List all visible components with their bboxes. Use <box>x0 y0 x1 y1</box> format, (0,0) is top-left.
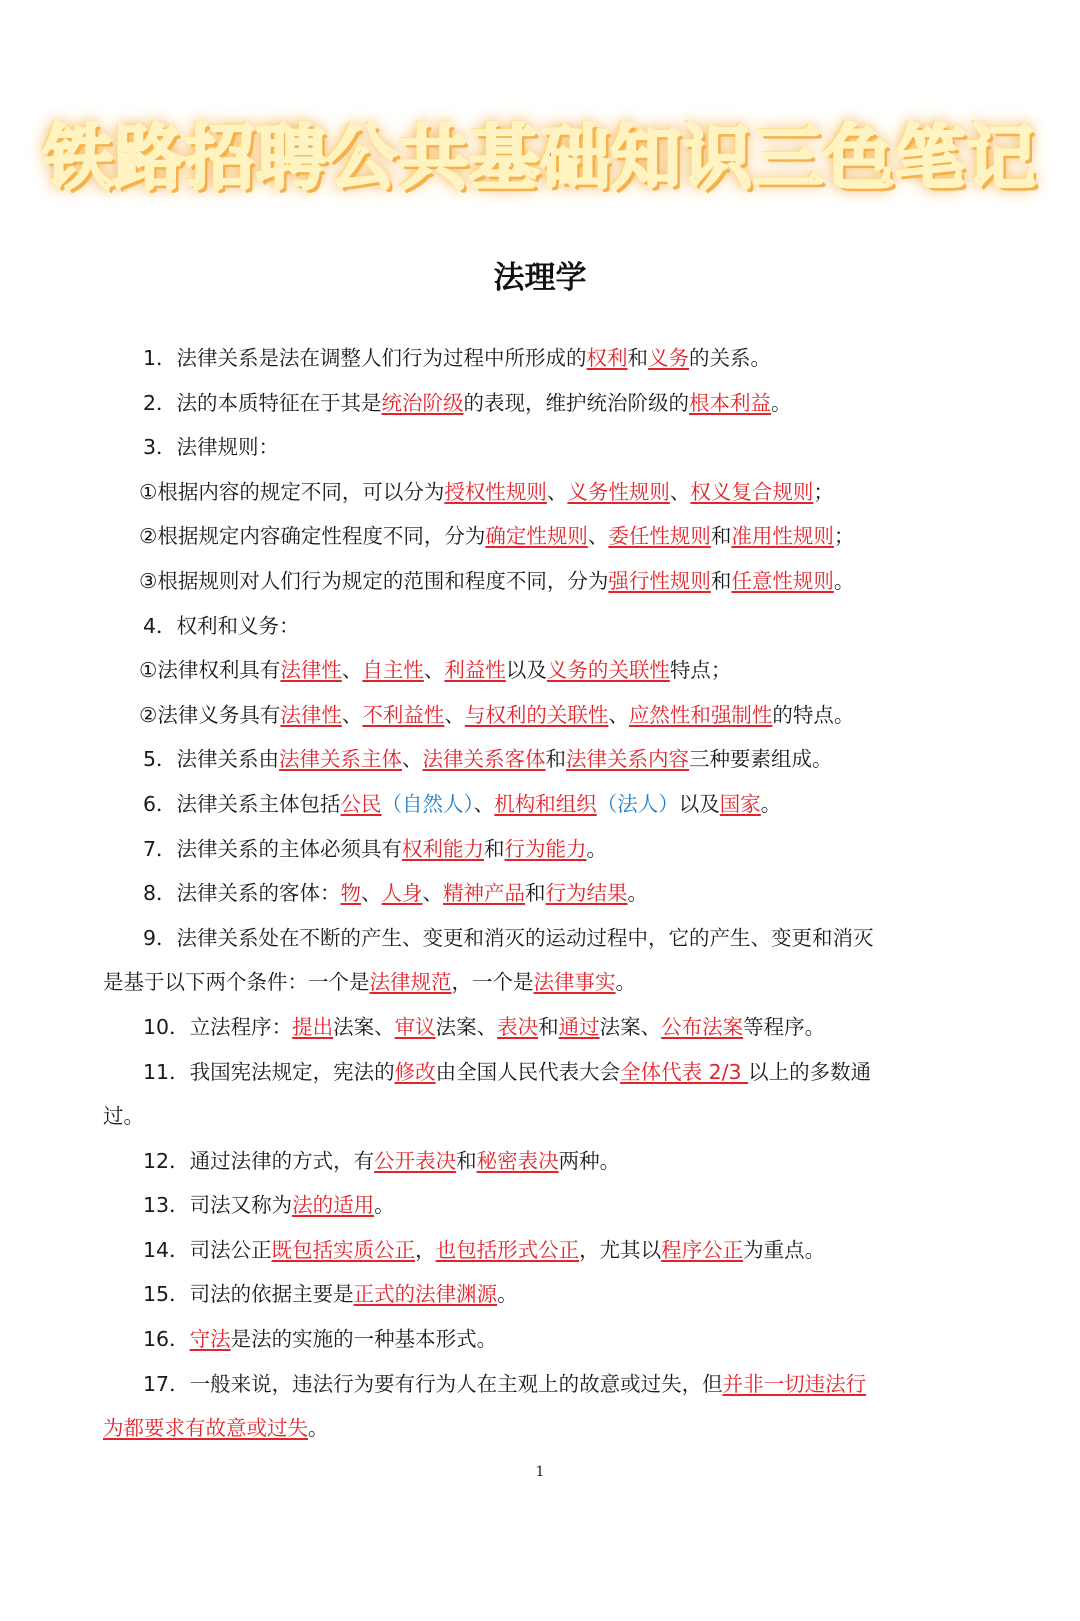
note-term: （自然人） <box>381 791 474 816</box>
key-term: 公民 <box>340 791 382 816</box>
key-term: 法律性 <box>280 702 342 727</box>
list-item-continuation: 过。 <box>103 1104 144 1129</box>
key-term: 法律规范 <box>369 970 452 995</box>
key-term: 公开表决 <box>374 1148 457 1173</box>
key-term: 表决 <box>497 1014 539 1039</box>
list-item: 1．法律关系是法在调整人们行为过程中所形成的权利和义务的关系。 <box>143 346 772 370</box>
list-subitem: ①根据内容的规定不同，可以分为授权性规则、义务性规则、权义复合规则； <box>139 479 834 504</box>
key-term: 根本利益 <box>689 390 772 415</box>
list-item-continuation: 是基于以下两个条件：一个是法律规范，一个是法律事实。 <box>103 970 636 995</box>
key-term: 自主性 <box>362 658 424 683</box>
list-item: 13．司法又称为法的适用。 <box>143 1193 395 1218</box>
key-term: 统治阶级 <box>381 390 464 415</box>
key-term: 法的适用 <box>292 1193 375 1218</box>
key-term: 法律事实 <box>533 970 616 995</box>
banner-title: 铁路招聘公共基础知识三色笔记 <box>43 117 1037 199</box>
list-item: 8．法律关系的客体：物、人身、精神产品和行为结果。 <box>143 881 649 906</box>
key-term: 法律关系客体 <box>422 747 546 772</box>
list-item: 16．守法是法的实施的一种基本形式。 <box>143 1327 498 1352</box>
key-term: 既包括实质公正 <box>271 1237 416 1262</box>
key-term: 法律关系内容 <box>566 747 690 772</box>
key-term: 授权性规则 <box>444 479 547 504</box>
list-subitem: ①法律权利具有法律性、自主性、利益性以及义务的关联性特点； <box>139 658 732 683</box>
list-item: 11．我国宪法规定，宪法的修改由全国人民代表大会全体代表 2/3 以上的多数通 <box>143 1059 872 1084</box>
key-term: 义务的关联性 <box>546 658 670 683</box>
key-term: 审议 <box>394 1014 436 1039</box>
key-term: 法律性 <box>280 658 342 683</box>
list-item: 6．法律关系主体包括公民（自然人）、机构和组织（法人）以及国家。 <box>143 791 782 816</box>
list-item: 5．法律关系由法律关系主体、法律关系客体和法律关系内容三种要素组成。 <box>143 747 833 772</box>
key-term: 人身 <box>381 881 423 906</box>
page-title: 法理学 <box>493 260 587 296</box>
key-term: 物 <box>340 881 362 906</box>
list-subitem: ②法律义务具有法律性、不利益性、与权利的关联性、应然性和强制性的特点。 <box>139 702 855 727</box>
key-term: 精神产品 <box>443 881 526 906</box>
key-term: 秘密表决 <box>476 1148 559 1173</box>
list-item: 10．立法程序：提出法案、审议法案、表决和通过法案、公布法案等程序。 <box>143 1014 826 1039</box>
key-term: 行为能力 <box>504 836 587 861</box>
key-term: 并非一切违法行 <box>722 1371 867 1396</box>
key-term: 利益性 <box>444 658 506 683</box>
key-term: 程序公正 <box>661 1237 744 1262</box>
list-item: 14．司法公正既包括实质公正，也包括形式公正，尤其以程序公正为重点。 <box>143 1237 826 1262</box>
list-item: 9．法律关系处在不断的产生、变更和消灭的运动过程中，它的产生、变更和消灭 <box>143 925 874 950</box>
key-term: 应然性和强制性 <box>628 702 773 727</box>
key-term: 任意性规则 <box>731 568 834 593</box>
key-term: 权义复合规则 <box>690 479 814 504</box>
list-item: 15．司法的依据主要是正式的法律渊源。 <box>143 1282 518 1307</box>
key-term: 义务性规则 <box>567 479 670 504</box>
key-term: 通过 <box>558 1014 600 1039</box>
key-term: 正式的法律渊源 <box>353 1282 498 1307</box>
list-item: 3．法律规则： <box>143 435 280 460</box>
key-term: 准用性规则 <box>731 524 834 549</box>
note-term: （法人） <box>596 791 679 816</box>
page-number: 1 <box>535 1464 545 1480</box>
key-term: 权利能力 <box>402 836 485 861</box>
key-term: 公布法案 <box>661 1014 744 1039</box>
key-term: 确定性规则 <box>485 524 588 549</box>
list-item-continuation: 为都要求有故意或过失。 <box>103 1416 329 1441</box>
key-term: 义务 <box>648 346 690 370</box>
key-term: 委任性规则 <box>608 524 711 549</box>
key-term: 也包括形式公正 <box>435 1237 580 1262</box>
key-term: 国家 <box>719 791 761 816</box>
list-item: 17．一般来说，违法行为要有行为人在主观上的故意或过失，但并非一切违法行 <box>143 1371 867 1396</box>
key-term: 为都要求有故意或过失 <box>103 1416 308 1441</box>
key-term: 修改 <box>394 1059 436 1084</box>
key-term: 行为结果 <box>545 881 628 906</box>
key-term: 机构和组织 <box>494 791 597 816</box>
key-term: 权利 <box>586 346 628 370</box>
key-term: 法律关系主体 <box>279 747 403 772</box>
key-term: 强行性规则 <box>608 568 711 593</box>
notes-body <box>103 336 903 1451</box>
list-item: 2．法的本质特征在于其是统治阶级的表现，维护统治阶级的根本利益。 <box>143 390 792 415</box>
list-item: 7．法律关系的主体必须具有权利能力和行为能力。 <box>143 836 608 861</box>
key-term: 提出 <box>292 1014 334 1039</box>
key-term: 守法 <box>189 1327 231 1352</box>
key-term: 全体代表 2/3 <box>620 1059 749 1084</box>
list-subitem: ②根据规定内容确定性程度不同，分为确定性规则、委任性规则和准用性规则； <box>139 524 855 549</box>
list-subitem: ③根据规则对人们行为规定的范围和程度不同，分为强行性规则和任意性规则。 <box>139 568 855 593</box>
key-term: 不利益性 <box>362 702 445 727</box>
list-item: 4．权利和义务： <box>143 613 300 638</box>
key-term: 与权利的关联性 <box>464 702 609 727</box>
list-item: 12．通过法律的方式，有公开表决和秘密表决两种。 <box>143 1148 621 1173</box>
